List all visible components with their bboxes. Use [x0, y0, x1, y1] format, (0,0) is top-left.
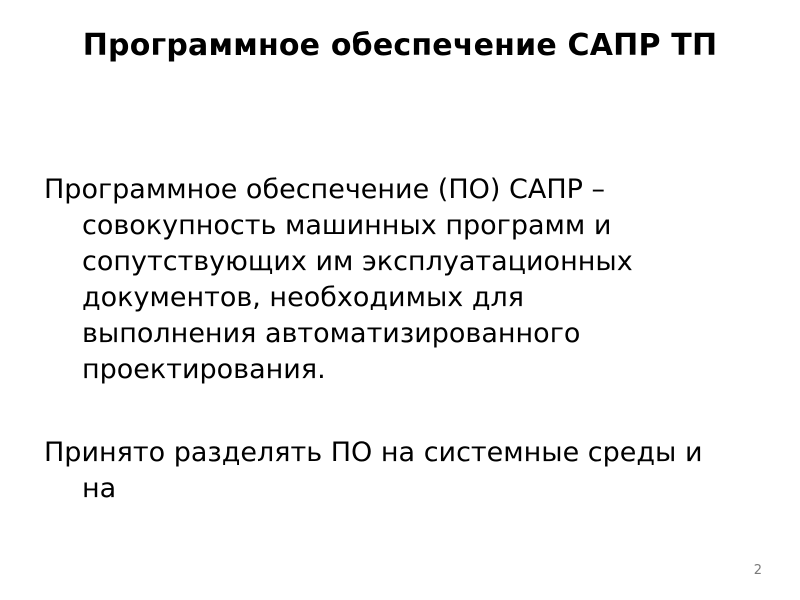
page-title: Программное обеспечение САПР ТП	[82, 28, 718, 63]
slide-body	[44, 172, 704, 507]
body-paragraph-2-rest: системные среды и на	[82, 437, 703, 505]
body-paragraph-1-rest: САПР – совокупность машинных программ и сопутствующих им эксплуатационных документов, необходимых для выполнения автоматизированного проектирования.	[82, 174, 633, 385]
body-paragraph-2	[44, 435, 704, 507]
body-paragraph-1	[44, 172, 704, 387]
slide-number: 2	[753, 563, 762, 578]
body-paragraph-1-first-line: Программное обеспечение (ПО)	[44, 174, 501, 205]
paragraph-spacer	[44, 387, 704, 435]
body-paragraph-2-first-line: Принято разделять ПО на	[44, 437, 416, 469]
